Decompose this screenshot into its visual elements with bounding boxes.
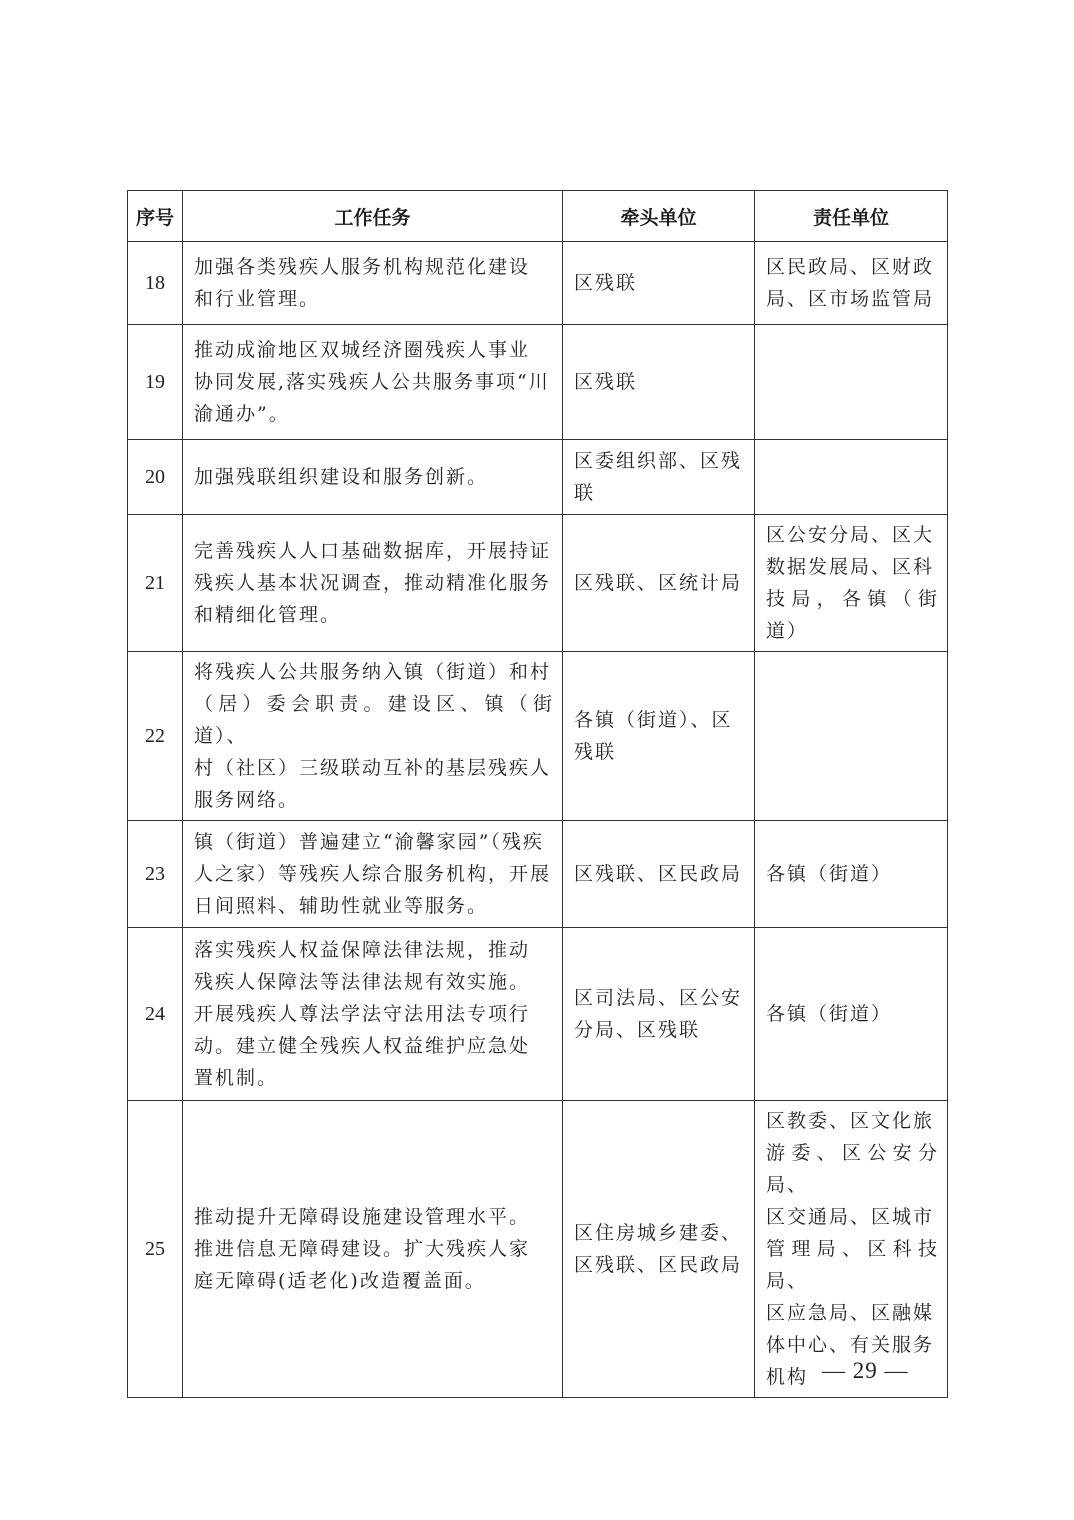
task-line: 动。建立健全残疾人权益维护应急处: [194, 1035, 531, 1057]
table-row: [128, 242, 948, 325]
resp-line: 数据发展局、区科: [766, 556, 935, 578]
row-number: 18: [128, 242, 183, 325]
lead-unit-cell: [563, 515, 755, 652]
task-cell: [183, 1101, 563, 1398]
header-responsible-unit: 责任单位: [755, 191, 948, 242]
task-table: [127, 190, 948, 1398]
table-row: [128, 325, 948, 440]
resp-line: 区交通局、区城市: [766, 1206, 935, 1228]
page-number: — 29 —: [822, 1358, 909, 1383]
task-line: （居）委会职责。建设区、镇（街道）、: [194, 693, 554, 747]
task-line: 加强残联组织建设和服务创新。: [194, 466, 489, 488]
resp-line: 管理局、区科技局、: [766, 1238, 939, 1292]
task-line: 残疾人基本状况调查，推动精准化服务: [194, 572, 552, 594]
responsible-unit-cell: [755, 515, 948, 652]
task-cell: [183, 440, 563, 515]
resp-line: 区应急局、区融媒: [766, 1302, 935, 1324]
lead-unit-cell: [563, 652, 755, 821]
table-row: [128, 1101, 948, 1398]
task-line: 完善残疾人人口基础数据库，开展持证: [194, 540, 552, 562]
resp-line: 体中心、有关服务: [766, 1334, 935, 1356]
lead-line: 分局、区残联: [574, 1019, 701, 1041]
task-line: 落实残疾人权益保障法律法规，推动: [194, 939, 531, 961]
task-line: 残疾人保障法等法律法规有效实施。: [194, 971, 531, 993]
task-line: 推动提升无障碍设施建设管理水平。: [194, 1206, 531, 1228]
resp-line: 游委、区公安分局、: [766, 1142, 939, 1196]
task-line: 村（社区）三级联动互补的基层残疾人: [194, 757, 552, 779]
resp-line: 局、区市场监管局: [766, 288, 935, 310]
responsible-unit-cell: [755, 928, 948, 1101]
header-lead-unit: 牵头单位: [563, 191, 755, 242]
responsible-unit-cell: [755, 325, 948, 440]
task-line: 日间照料、辅助性就业等服务。: [194, 895, 489, 917]
resp-line: 区公安分局、区大: [766, 524, 935, 546]
table-header-row: [128, 191, 948, 242]
lead-line: 区委组织部、区残: [574, 450, 743, 472]
responsible-unit-cell: [755, 652, 948, 821]
header-task: 工作任务: [183, 191, 563, 242]
task-line: 和精细化管理。: [194, 604, 342, 626]
task-line: 置机制。: [194, 1067, 279, 1089]
row-number: 19: [128, 325, 183, 440]
lead-line: 残联: [574, 741, 617, 763]
resp-line: 区教委、区文化旅: [766, 1110, 935, 1132]
header-seq: 序号: [128, 191, 183, 242]
table-row: [128, 821, 948, 928]
row-number: 24: [128, 928, 183, 1101]
lead-unit-cell: [563, 928, 755, 1101]
lead-unit-cell: [563, 821, 755, 928]
lead-line: 区住房城乡建委、: [574, 1222, 743, 1244]
task-line: 协同发展,落实残疾人公共服务事项“川: [194, 371, 550, 393]
lead-line: 区残联: [574, 371, 638, 393]
task-line: 推进信息无障碍建设。扩大残疾人家: [194, 1238, 531, 1260]
task-line: 推动成渝地区双城经济圈残疾人事业: [194, 339, 531, 361]
task-line: 镇（街道）普遍建立“渝馨家园”（残疾: [194, 831, 544, 853]
table-row: [128, 440, 948, 515]
resp-line: 各镇（街道）: [766, 863, 893, 885]
task-line: 渝通办”。: [194, 403, 290, 425]
task-cell: [183, 325, 563, 440]
table-row: [128, 652, 948, 821]
task-line: 服务网络。: [194, 789, 300, 811]
task-line: 庭无障碍(适老化)改造覆盖面。: [194, 1270, 486, 1292]
task-cell: [183, 242, 563, 325]
lead-line: 联: [574, 482, 596, 504]
table-row: [128, 928, 948, 1101]
row-number: 20: [128, 440, 183, 515]
task-line: 人之家）等残疾人综合服务机构，开展: [194, 863, 552, 885]
responsible-unit-cell: [755, 821, 948, 928]
row-number: 22: [128, 652, 183, 821]
lead-unit-cell: [563, 325, 755, 440]
lead-line: 区残联、区统计局: [574, 572, 743, 594]
lead-line: 区残联、区民政局: [574, 1254, 743, 1276]
task-line: 开展残疾人尊法学法守法用法专项行: [194, 1003, 531, 1025]
lead-unit-cell: [563, 440, 755, 515]
responsible-unit-cell: [755, 1101, 948, 1398]
resp-line: 各镇（街道）: [766, 1003, 893, 1025]
lead-unit-cell: [563, 1101, 755, 1398]
lead-line: 区司法局、区公安: [574, 987, 743, 1009]
task-line: 加强各类残疾人服务机构规范化建设: [194, 256, 531, 278]
row-number: 23: [128, 821, 183, 928]
resp-line: 技局，各镇（街道）: [766, 588, 939, 642]
resp-line: 机构: [766, 1366, 809, 1388]
lead-unit-cell: [563, 242, 755, 325]
task-line: 和行业管理。: [194, 288, 321, 310]
task-cell: [183, 515, 563, 652]
row-number: 25: [128, 1101, 183, 1398]
lead-line: 区残联、区民政局: [574, 863, 743, 885]
task-cell: [183, 821, 563, 928]
task-cell: [183, 928, 563, 1101]
lead-line: 各镇（街道）、区: [574, 709, 733, 731]
lead-line: 区残联: [574, 272, 638, 294]
responsible-unit-cell: [755, 242, 948, 325]
row-number: 21: [128, 515, 183, 652]
table-row: [128, 515, 948, 652]
responsible-unit-cell: [755, 440, 948, 515]
task-line: 将残疾人公共服务纳入镇（街道）和村: [194, 661, 552, 683]
task-cell: [183, 652, 563, 821]
resp-line: 区民政局、区财政: [766, 256, 935, 278]
